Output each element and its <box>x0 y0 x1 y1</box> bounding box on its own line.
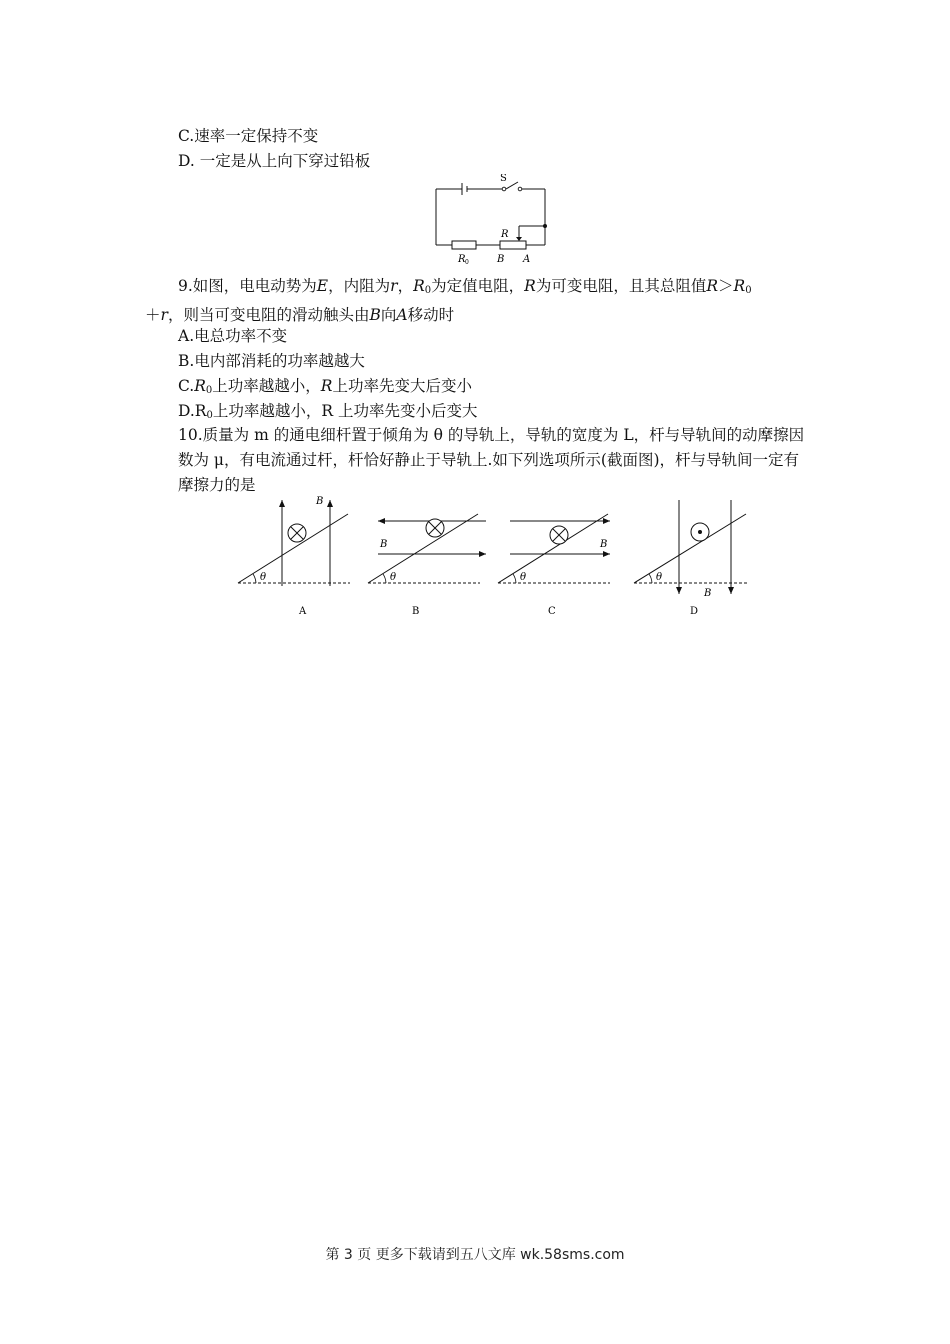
question-9-stem: 9.如图，电电动势为E，内阻为r，$R_0$为定值电阻，R为可变电阻，且其总阻值$R>R_0$ ＋r，则当可变电阻的滑动触头由B向A移动时 <box>145 277 752 324</box>
svg-text:θ: θ <box>656 572 663 583</box>
prev-option-d: D. 一定是从上向下穿过铅板 <box>178 152 371 170</box>
figure-b <box>368 514 486 617</box>
question-10-stem: 10.质量为 m 的通电细杆置于倾角为 θ 的导轨上，导轨的宽度为 L，杆与导轨间的动摩擦因数为 μ，有电流通过杆，杆恰好静止于导轨上.如下列选项所示(截面图)，杆与导轨间一定有摩擦力的是 <box>178 426 805 494</box>
svg-text:B: B <box>704 588 712 599</box>
figure-d-label: D <box>690 606 699 617</box>
svg-text:θ: θ <box>260 572 267 583</box>
switch-label: S <box>500 174 507 184</box>
r0-subscript: 0 <box>465 259 469 266</box>
figure-a <box>238 496 350 617</box>
prev-option-c: C.速率一定保持不变 <box>178 127 319 145</box>
figure-b-label: B <box>412 606 420 617</box>
page-footer: 第 3 页 更多下载请到五八文库 wk.58sms.com <box>325 1247 625 1263</box>
circuit-diagram <box>430 174 555 269</box>
q9-option-a: A.电总功率不变 <box>178 327 288 345</box>
svg-text:θ: θ <box>390 572 397 583</box>
current-out-of-page-icon <box>691 523 709 541</box>
q10-figures <box>228 490 758 622</box>
svg-text:θ: θ <box>520 572 527 583</box>
svg-text:B: B <box>380 539 388 550</box>
svg-text:B: B <box>600 539 608 550</box>
current-into-page-icon <box>550 526 568 544</box>
figure-d <box>634 500 748 617</box>
r0-label: R <box>458 254 466 265</box>
figure-c <box>498 514 610 617</box>
b-label: B <box>497 254 505 265</box>
current-into-page-icon <box>426 519 444 537</box>
a-label: A <box>523 254 531 265</box>
rheostat-label: R <box>501 229 509 240</box>
current-into-page-icon <box>288 524 306 542</box>
figure-a-label: A <box>299 606 307 617</box>
q9-option-c: $C.R_0$上功率越越小，R上功率先变大后变小 <box>178 377 472 396</box>
svg-text:B: B <box>316 496 324 507</box>
q9-option-d: $D.R_0$上功率越越小，R 上功率先变小后变大 <box>178 402 478 421</box>
q9-option-b: B.电内部消耗的功率越越大 <box>178 352 365 370</box>
figure-c-label: C <box>548 606 556 617</box>
